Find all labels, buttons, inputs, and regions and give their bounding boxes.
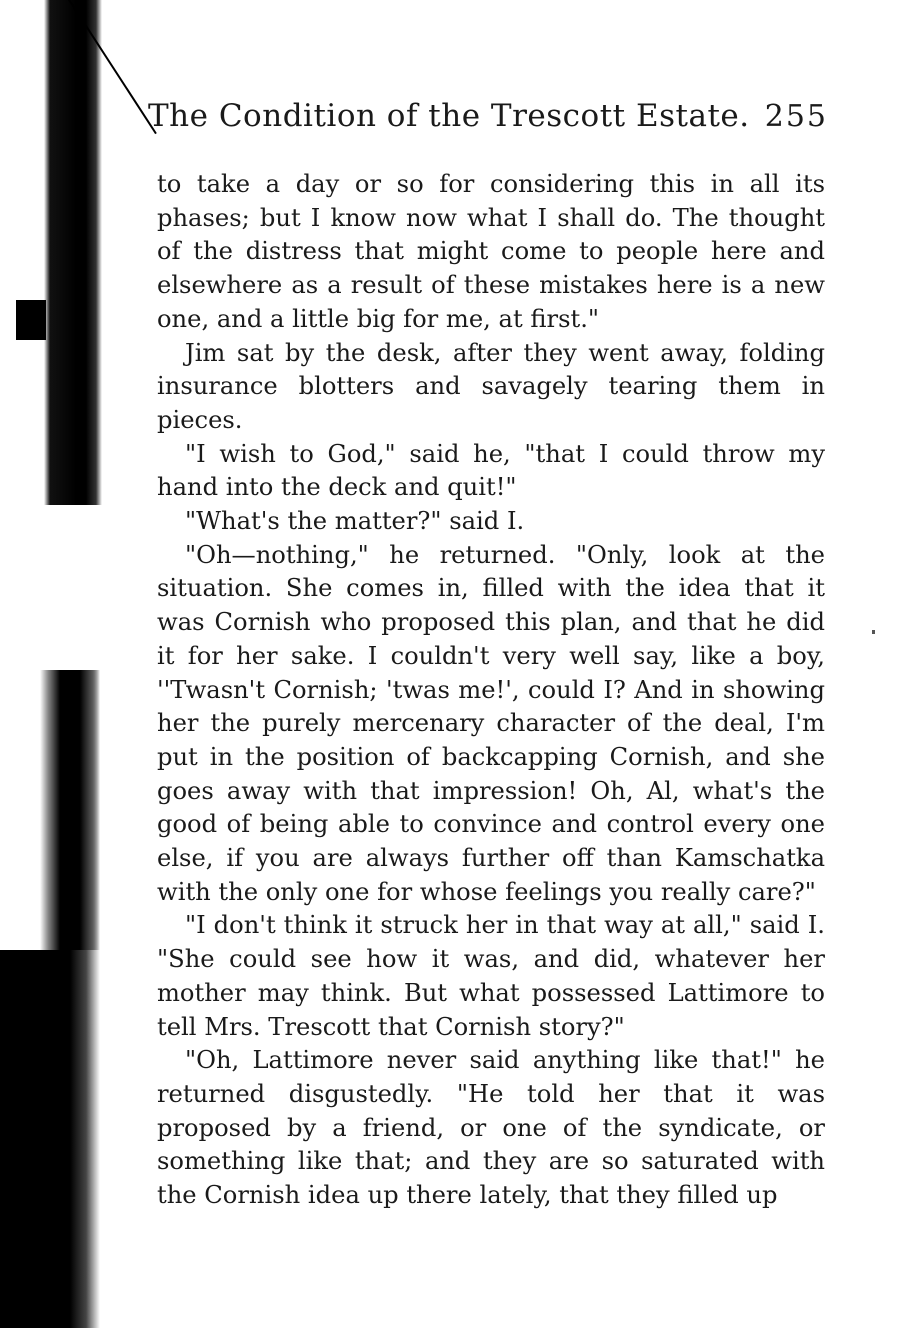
paragraph: "I wish to God," said he, "that I could throw my hand into the deck and quit!" xyxy=(157,439,825,502)
paragraph: Jim sat by the desk, after they went away, folding insurance blotters and savagely tearing them in pieces. xyxy=(157,338,825,434)
paragraph: to take a day or so for considering this in all its phases; but I know now what I shall do. The thought of the distress that might come to people here and elsewhere as a result of these mistakes here is a new one, and a little big for me, at first." xyxy=(157,170,825,333)
running-header xyxy=(148,98,828,148)
body-text xyxy=(157,168,825,1213)
page-number: 255 xyxy=(764,99,828,134)
running-header-title: The Condition of the Trescott Estate. xyxy=(148,98,750,134)
paragraph: "I don't think it struck her in that way at all," said I. "She could see how it was, and did, whatever her mother may think. But what possessed Lattimore to tell Mrs. Trescott that Cornish story?" xyxy=(157,911,825,1041)
paragraph: "What's the matter?" said I. xyxy=(185,507,525,536)
scan-binding-mask xyxy=(0,670,40,950)
paragraph: "Oh, Lattimore never said anything like that!" he returned disgustedly. "He told her that it was proposed by a friend, or one of the syndicate, or something like that; and they are so saturated with the Cornish idea up there lately, that they filled up xyxy=(157,1046,825,1210)
scan-artifact-dot xyxy=(872,630,875,634)
scan-binding-shadow-top xyxy=(16,0,102,505)
paragraph: "Oh—nothing," he returned. "Only, look at the situation. She comes in, filled with the idea that it was Cornish who proposed this plan, and that he did it for her sake. I couldn't very well say, like a boy, ''Twasn't Cornish; 'twas me!', could I? And in showing her the purely mercenary character of the deal, I'm put in the position of backcapping Cornish, and she goes away with that impression! Oh, Al, what's the good of being able to convince and control every one else, if you are always further off than Kamschatka with the only one for whose feelings you really care?" xyxy=(157,540,825,906)
scan-binding-strip xyxy=(16,300,46,340)
scan-binding-shadow-mid xyxy=(40,670,100,950)
